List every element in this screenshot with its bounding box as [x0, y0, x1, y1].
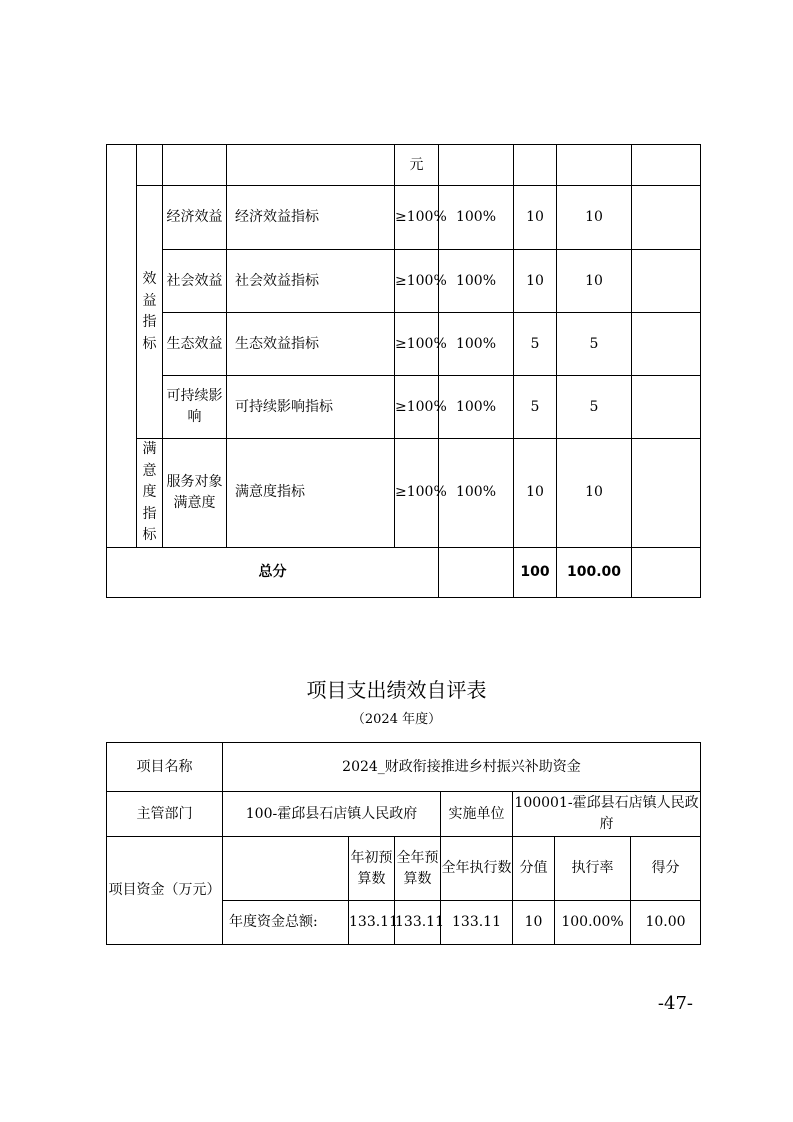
- actual-value: 100%: [439, 186, 514, 250]
- score-value: 10: [557, 250, 632, 313]
- header-exec-rate: 执行率: [555, 837, 631, 901]
- sub-indicator: 服务对象满意度: [163, 439, 227, 548]
- table-row: [107, 743, 701, 792]
- dept-label: 主管部门: [107, 792, 223, 837]
- actual-value: 100%: [439, 250, 514, 313]
- initial-budget-value: 133.11: [349, 901, 395, 945]
- score-value: 10: [557, 186, 632, 250]
- annual-budget-value: 133.11: [395, 901, 441, 945]
- header-annual-budget: 全年预算数: [395, 837, 441, 901]
- impl-label: 实施单位: [441, 792, 513, 837]
- weight-value: 10: [513, 901, 555, 945]
- project-name: 2024_财政衔接推进乡村振兴补助资金: [223, 743, 701, 792]
- score-cell: [557, 145, 632, 186]
- total-remark-cell: [632, 547, 701, 597]
- header-weight: 分值: [513, 837, 555, 901]
- remark-cell: [632, 313, 701, 376]
- indicator-name: 满意度指标: [227, 439, 395, 548]
- table-row: [107, 439, 701, 548]
- actual-value: 100%: [439, 439, 514, 548]
- total-score: 100.00: [557, 547, 632, 597]
- header-blank-cell: [223, 837, 349, 901]
- category-satisfaction: 满意度指标: [137, 439, 163, 548]
- page-subtitle: （2024 年度）: [351, 712, 442, 727]
- header-score: 得分: [631, 837, 701, 901]
- total-row: [107, 547, 701, 597]
- table-row: [107, 313, 701, 376]
- actual-value: 100%: [439, 376, 514, 439]
- total-funds-label: 年度资金总额:: [223, 901, 349, 945]
- target-value: ≥100%: [395, 376, 439, 439]
- weight-value: 10: [514, 186, 557, 250]
- weight-value: 10: [514, 439, 557, 548]
- indicator-name: 可持续影响指标: [227, 376, 395, 439]
- table-row: [107, 186, 701, 250]
- page-title: 项目支出绩效自评表: [306, 678, 487, 702]
- category-benefit: 效益指标: [137, 186, 163, 439]
- sub-indicator: 生态效益: [163, 313, 227, 376]
- target-value-cell: 元: [395, 145, 439, 186]
- weight-value: 5: [514, 313, 557, 376]
- remark-cell: [632, 439, 701, 548]
- header-annual-exec: 全年执行数: [441, 837, 513, 901]
- weight-value: 10: [514, 250, 557, 313]
- total-weight: 100: [514, 547, 557, 597]
- header-initial-budget: 年初预算数: [349, 837, 395, 901]
- actual-value: 100%: [439, 313, 514, 376]
- target-value: ≥100%: [395, 313, 439, 376]
- page-number: -47-: [657, 993, 693, 1014]
- level2-indicator-cell: [137, 145, 163, 186]
- actual-value-cell: [439, 145, 514, 186]
- target-value: ≥100%: [395, 186, 439, 250]
- exec-rate-value: 100.00%: [555, 901, 631, 945]
- indicator-name: 社会效益指标: [227, 250, 395, 313]
- target-value: ≥100%: [395, 250, 439, 313]
- sub-indicator: 可持续影响: [163, 376, 227, 439]
- table-row: [107, 792, 701, 837]
- project-name-label: 项目名称: [107, 743, 223, 792]
- annual-exec-value: 133.11: [441, 901, 513, 945]
- total-actual-cell: [439, 547, 514, 597]
- impl-value: 100001-霍邱县石店镇人民政府: [513, 792, 701, 837]
- score-value: 5: [557, 313, 632, 376]
- dept-value: 100-霍邱县石店镇人民政府: [223, 792, 441, 837]
- remark-cell: [632, 376, 701, 439]
- level1-indicator-cell: [107, 145, 137, 548]
- score-value: 10: [557, 439, 632, 548]
- target-value: ≥100%: [395, 439, 439, 548]
- table-row: [107, 250, 701, 313]
- remark-cell: [632, 186, 701, 250]
- project-expenditure-table: [106, 742, 701, 945]
- performance-indicator-table: [106, 144, 701, 598]
- sub-indicator: 社会效益: [163, 250, 227, 313]
- indicator-name: 生态效益指标: [227, 313, 395, 376]
- funds-label: 项目资金（万元）: [107, 837, 223, 945]
- score-value: 5: [557, 376, 632, 439]
- remark-cell: [632, 145, 701, 186]
- sub-indicator: 经济效益: [163, 186, 227, 250]
- score-value: 10.00: [631, 901, 701, 945]
- weight-cell: [514, 145, 557, 186]
- remark-cell: [632, 250, 701, 313]
- total-label: 总分: [107, 547, 439, 597]
- weight-value: 5: [514, 376, 557, 439]
- table-row: [107, 376, 701, 439]
- indicator-content-cell: [227, 145, 395, 186]
- table-row: [107, 837, 701, 901]
- table-row: [107, 145, 701, 186]
- level3-indicator-cell: [163, 145, 227, 186]
- indicator-name: 经济效益指标: [227, 186, 395, 250]
